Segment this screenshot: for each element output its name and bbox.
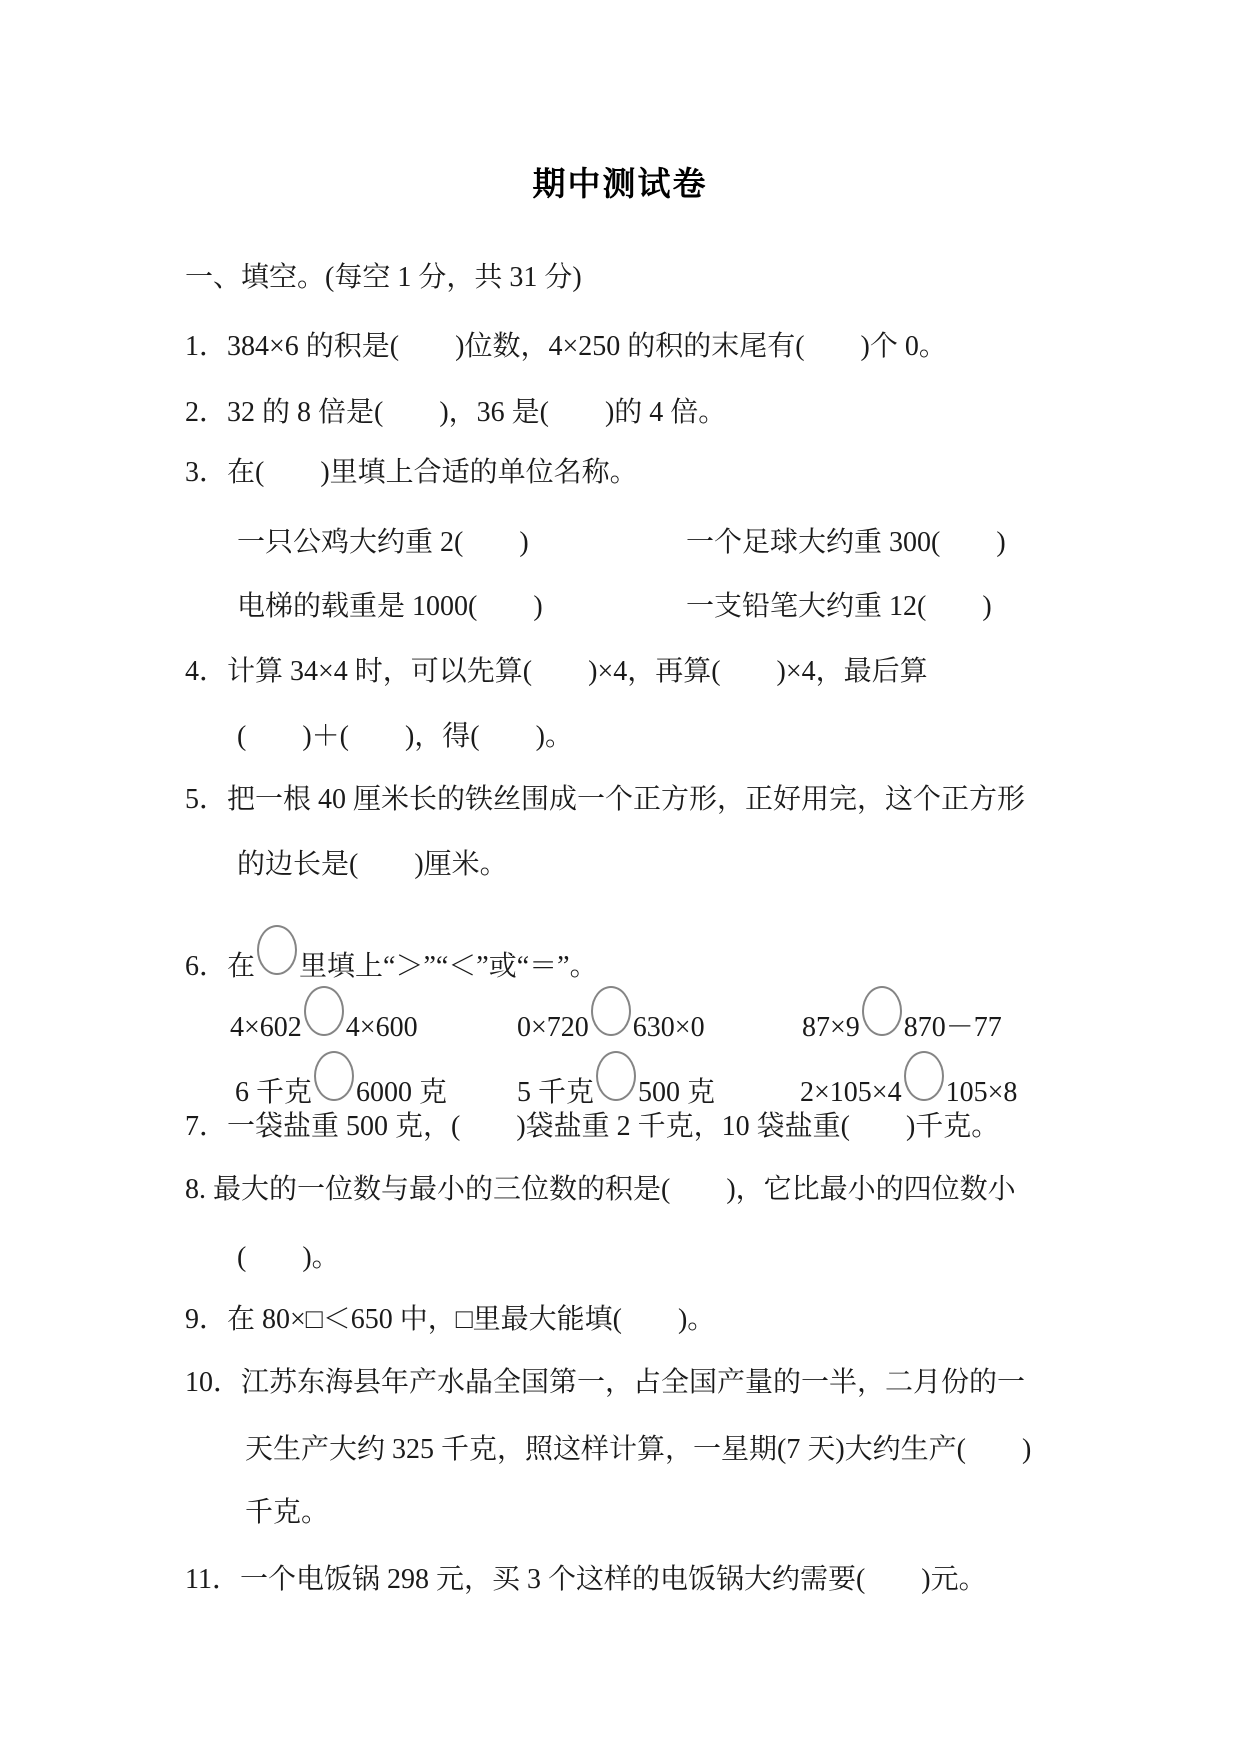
text-fragment: 11．一个电饭锅 298 元，买 3 个这样的电饭锅大约需要( )元。 [185, 1564, 987, 1595]
compare-circle [257, 925, 297, 975]
text-fragment: ( )。 [237, 1242, 340, 1273]
text-fragment: 1．384×6 的积是( )位数，4×250 的积的末尾有( )个 0。 [185, 331, 947, 362]
text-fragment: 一个足球大约重 300( ) [686, 527, 1006, 558]
compare-circle [304, 986, 344, 1036]
item-5 [0, 783, 1240, 817]
text-fragment: 的边长是( )厘米。 [237, 849, 508, 880]
text-fragment: 2．32 的 8 倍是( )，36 是( )的 4 倍。 [185, 397, 727, 428]
text-fragment: 3．在( )里填上合适的单位名称。 [185, 457, 638, 488]
item-4 [0, 655, 1240, 689]
item-3 [0, 456, 1240, 490]
text-fragment: 8. 最大的一位数与最小的三位数的积是( )，它比最小的四位数小 [185, 1174, 1016, 1205]
compare-circle [862, 986, 902, 1036]
item-3-row-2 [0, 590, 1240, 624]
item-8 [0, 1173, 1240, 1207]
text-fragment: 一、填空。(每空 1 分，共 31 分) [185, 262, 582, 293]
text-fragment: 6 千克 6000 克 [235, 1051, 447, 1110]
text-fragment: 5．把一根 40 厘米长的铁丝围成一个正方形，正好用完，这个正方形 [185, 784, 1026, 815]
compare-circle [314, 1051, 354, 1101]
item-10-cont-2 [0, 1496, 1240, 1530]
item-11 [0, 1563, 1240, 1597]
item-3-row-1 [0, 526, 1240, 560]
text-fragment: 一支铅笔大约重 12( ) [686, 591, 992, 622]
text-fragment: 2×105×4 105×8 [800, 1051, 1017, 1110]
item-6 [0, 925, 1240, 982]
item-7 [0, 1110, 1240, 1144]
text-fragment: 天生产大约 325 千克，照这样计算，一星期(7 天)大约生产( ) [245, 1434, 1032, 1465]
compare-circle [596, 1051, 636, 1101]
item-5-cont [0, 848, 1240, 882]
item-10 [0, 1366, 1240, 1400]
item-6-compare-row-2 [0, 1051, 1240, 1108]
text-fragment: 4×602 4×600 [230, 986, 418, 1045]
compare-circle [904, 1051, 944, 1101]
item-10-cont-1 [0, 1433, 1240, 1467]
item-9 [0, 1303, 1240, 1337]
page-title: 期中测试卷 [532, 165, 708, 202]
item-8-cont [0, 1241, 1240, 1275]
text-fragment: 千克。 [245, 1497, 330, 1528]
text-fragment: 6．在 里填上“＞”“＜”或“＝”。 [185, 925, 598, 984]
text-fragment: 10．江苏东海县年产水晶全国第一，占全国产量的一半，二月份的一 [185, 1367, 1026, 1398]
text-fragment: 电梯的载重是 1000( ) [237, 591, 543, 622]
item-1 [0, 330, 1240, 364]
item-4-cont [0, 720, 1240, 754]
text-fragment: 7．一袋盐重 500 克，( )袋盐重 2 千克，10 袋盐重( )千克。 [185, 1111, 1000, 1142]
item-2 [0, 396, 1240, 430]
text-fragment: 一只公鸡大约重 2( ) [237, 527, 529, 558]
text-fragment: 9．在 80×□＜650 中，□里最大能填( )。 [185, 1304, 716, 1335]
text-fragment: 87×9 870－77 [802, 986, 1002, 1045]
text-fragment: 0×720 630×0 [517, 986, 705, 1045]
compare-circle [591, 986, 631, 1036]
text-fragment: 5 千克 500 克 [517, 1051, 715, 1110]
item-6-compare-row-1 [0, 986, 1240, 1043]
section-header [0, 261, 1240, 295]
text-fragment: ( )＋( )，得( )。 [237, 721, 573, 752]
text-fragment: 4．计算 34×4 时，可以先算( )×4，再算( )×4，最后算 [185, 656, 928, 687]
